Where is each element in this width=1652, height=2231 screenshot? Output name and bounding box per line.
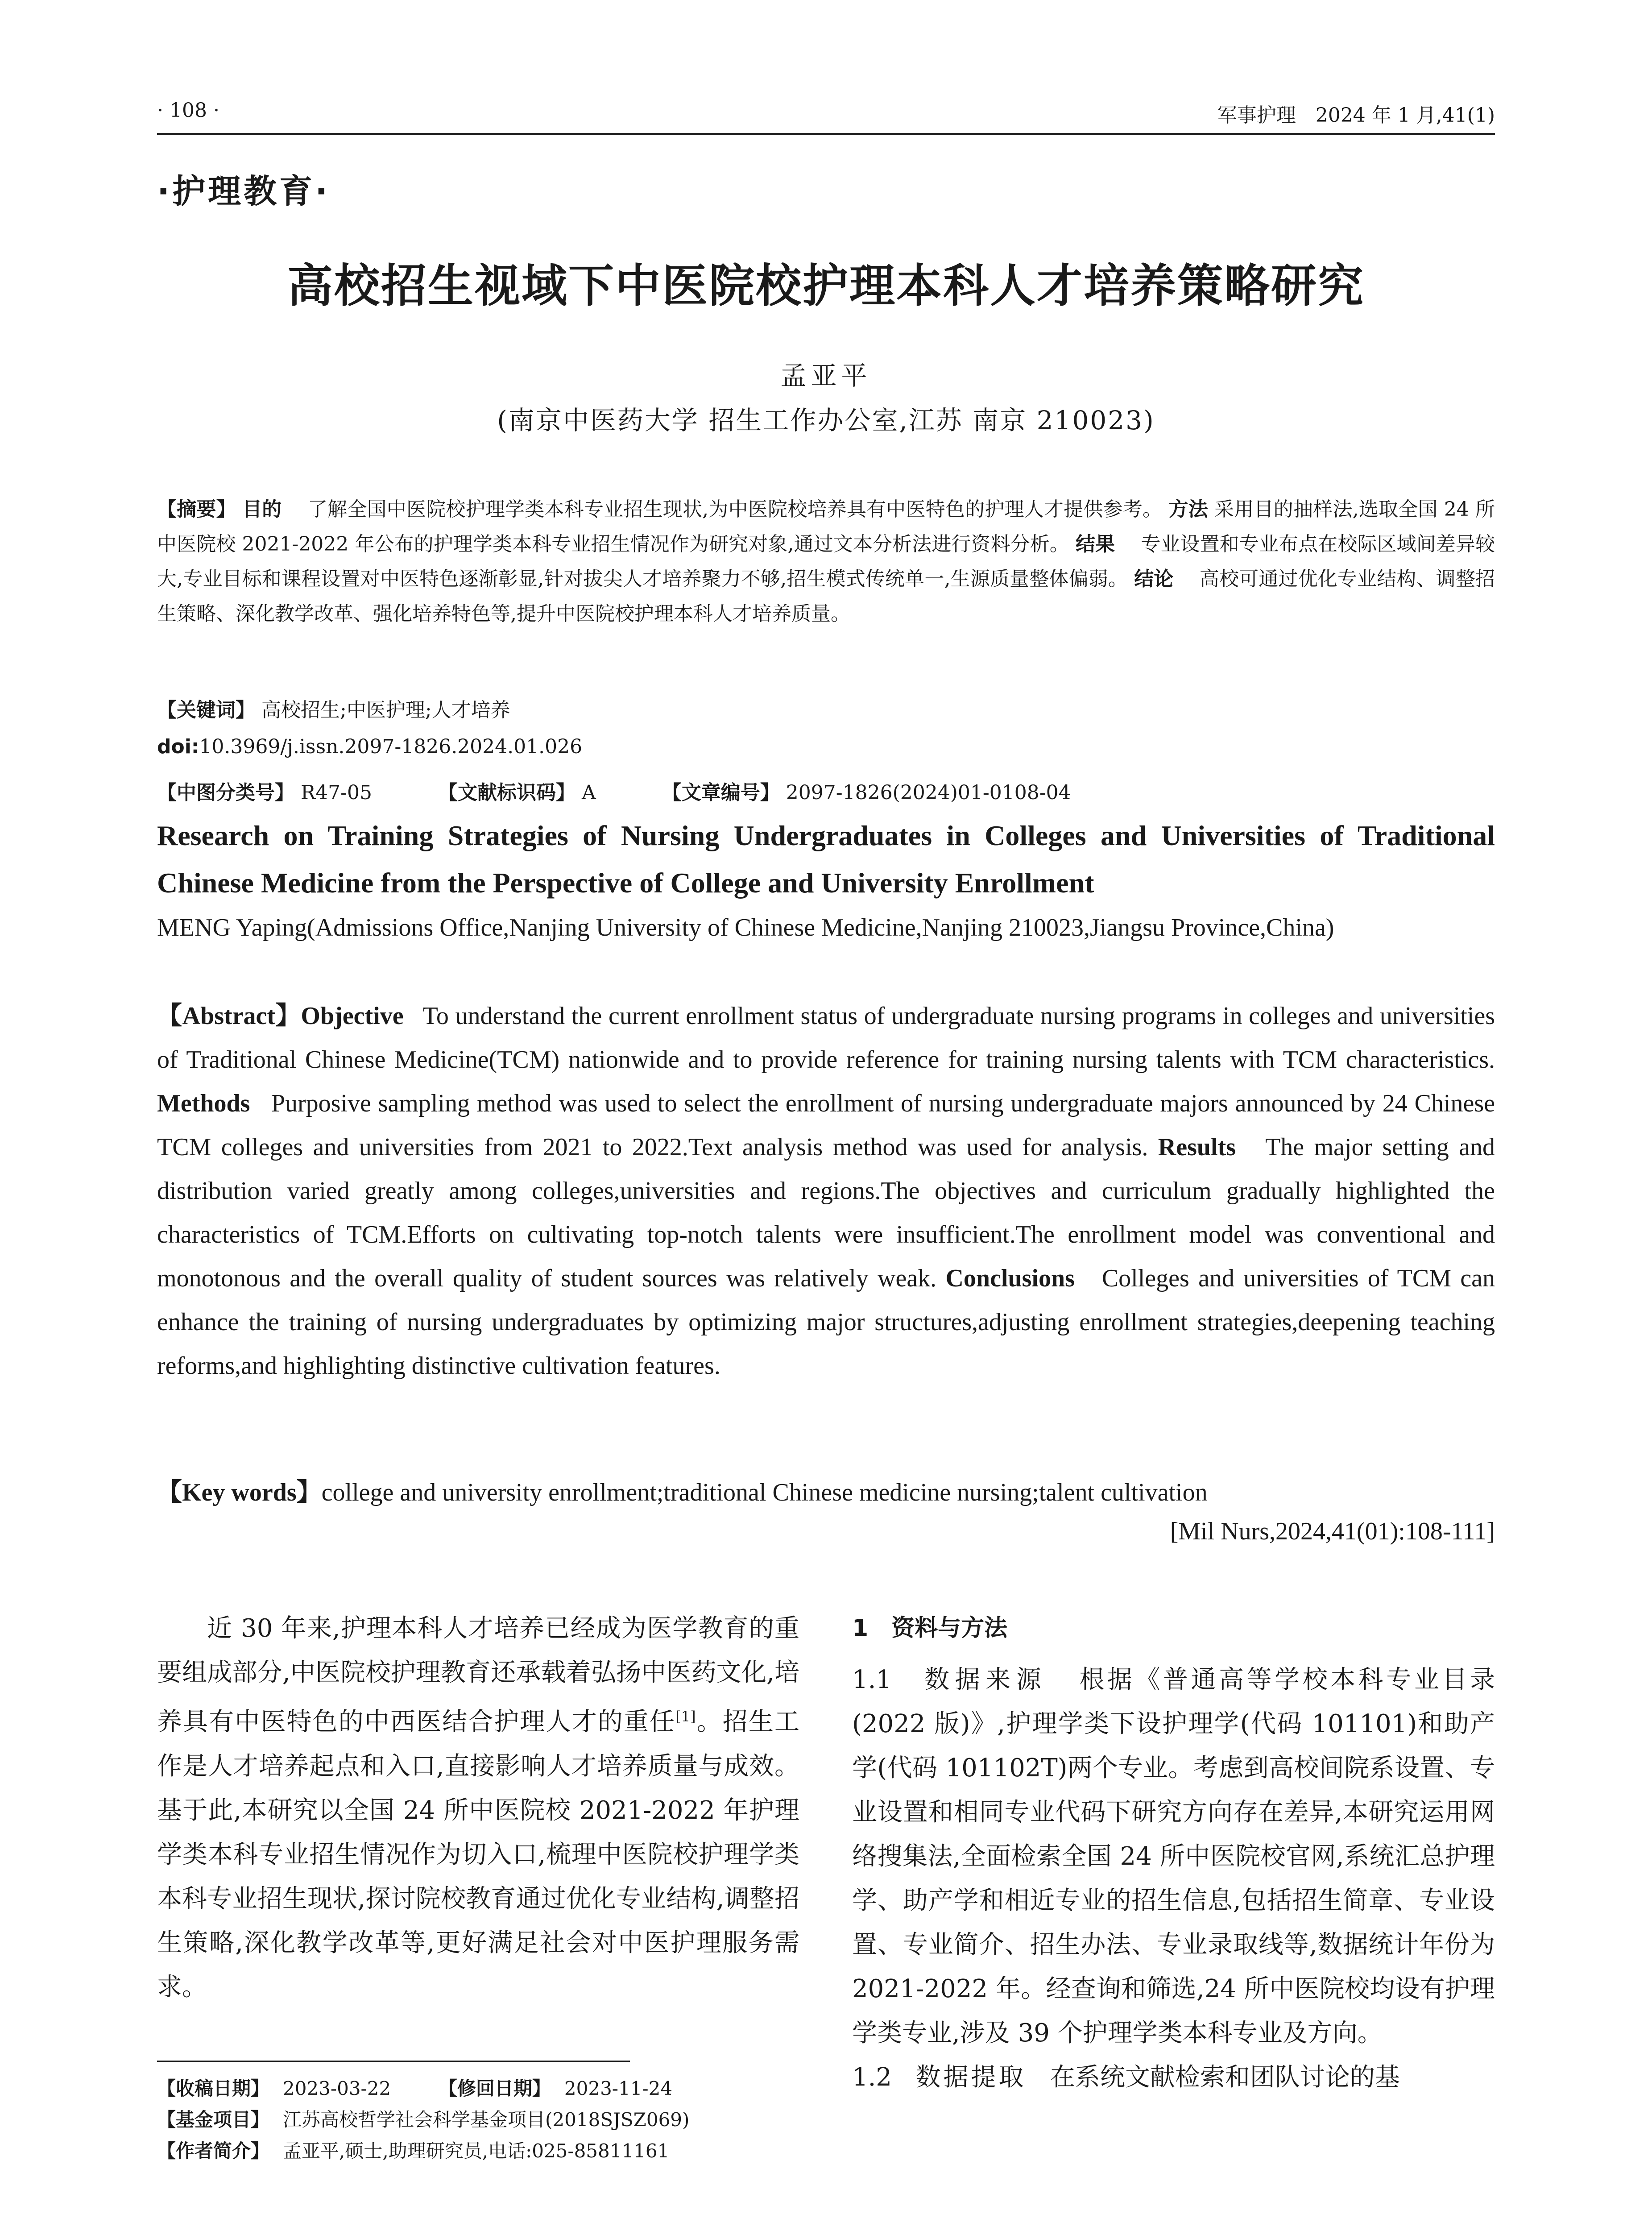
- abstract-cn-label: 【摘要】: [157, 498, 236, 521]
- objective-cn-text: 了解全国中医院校护理学类本科专业招生现状,为中医院校培养具有中医特色的护理人才提供参考。: [307, 498, 1163, 521]
- conclusion-en-text: Colleges and universities of TCM can enhance the training of nursing undergraduates by optimizing major structures,adjusting enrollment strategies,deepening teaching reforms,and highlighting distinctive cultivation features.: [157, 1265, 1495, 1380]
- methods-en-label: Methods: [157, 1090, 250, 1117]
- article-title-en: Research on Training Strategies of Nursing Undergraduates in Colleges and Universities of Traditional Chinese Medicine from the Perspective of College and University Enrollment: [157, 820, 1495, 899]
- received-label: 【收稿日期】: [157, 2078, 270, 2099]
- keywords-cn-label: 【关键词】: [157, 699, 255, 722]
- conclusion-cn-text: 高校可通过优化专业结构、调整招生策略、深化教学改革、强化培养特色等,提升中医院校护理本科人才培养质量。: [157, 568, 1495, 625]
- results-cn-text: 专业设置和专业布点在校际区域间差异较大,专业目标和课程设置对中医特色逐渐彰显,针对拔尖人才培养聚力不够,招生模式传统单一,生源质量整体偏弱。: [157, 533, 1495, 590]
- objective-cn-label: 目的: [242, 498, 282, 521]
- bio-label: 【作者简介】: [157, 2140, 270, 2162]
- revised-label: 【修回日期】: [438, 2078, 551, 2099]
- keywords-en-label: 【Key words】: [157, 1479, 322, 1506]
- keywords-cn-text: 高校招生;中医护理;人才培养: [261, 699, 510, 722]
- doi: [157, 735, 582, 758]
- intro-text-2: 。招生工作是人才培养起点和入口,直接影响人才培养质量与成效。基于此,本研究以全国 24 所中医院校 2021-2022 年护理学类本科专业招生情况作为切入口,梳理中医院校护理学类本科专业招生现状,探讨院校教育通过优化专业结构,调整招生策略,深化教学改革等,更好满足社会对中医护理服务需求。: [157, 1707, 800, 2002]
- bio-text: 孟亚平,硕士,助理研究员,电话:025-85811161: [283, 2140, 670, 2162]
- results-en-label: Results: [1158, 1133, 1236, 1161]
- doc-code-label: 【文献标识码】: [438, 781, 576, 804]
- doi-label: doi:: [157, 735, 199, 758]
- doi-text: 10.3969/j.issn.2097-1826.2024.01.026: [199, 735, 583, 758]
- results-en-text: The major setting and distribution varied greatly among colleges,universities and regions.The objectives and curriculum gradually highlighted the characteristics of TCM.Efforts on cultivating top-notch talents were insufficient.The enrollment model was conventional and monotonous and the overall quality of student sources was relatively weak.: [157, 1133, 1495, 1292]
- author-en: MENG Yaping(Admissions Office,Nanjing University of Chinese Medicine,Nanjing 210023,Jiangsu Province,China): [157, 914, 1334, 941]
- dates-footnote: [157, 2074, 672, 2101]
- section-1-2: [852, 2055, 1495, 2099]
- s12-number: 1.2: [852, 2063, 892, 2092]
- section-heading-1: 1 资料与方法: [852, 1615, 1008, 1642]
- body-left-column: [157, 1606, 799, 2009]
- keywords-cn: [157, 694, 510, 722]
- intro-paragraph: [157, 1606, 799, 2009]
- methods-cn-label: 方法: [1168, 498, 1208, 521]
- conclusion-en-label: Conclusions: [945, 1265, 1075, 1292]
- footnote-rule: [157, 2061, 630, 2062]
- header-rule: [157, 133, 1495, 135]
- abstract-cn: [157, 492, 1495, 631]
- s11-text: 根据《普通高等学校本科专业目录(2022 版)》,护理学类下设护理学(代码 101101)和助产学(代码 101102T)两个专业。考虑到高校间院系设置、专业设置和相同专业代码下研究方向存在差异,本研究运用网络搜集法,全面检索全国 24 所中医院校官网,系统汇总护理学、助产学和相近专业的招生信息,包括招生简章、专业设置、专业简介、招生办法、专业录取线等,数据统计年份为 2021-2022 年。经查询和筛选,24 所中医院校均设有护理学类专业,涉及 39 个护理学类本科专业及方向。: [852, 1665, 1495, 2048]
- classification-line: [157, 776, 1495, 805]
- keywords-en: [157, 1472, 1495, 1508]
- received-date: 2023-03-22: [283, 2078, 391, 2099]
- journal-header: 军事护理 2024 年 1 月,41(1): [1217, 104, 1495, 127]
- page-number: · 108 ·: [157, 99, 219, 122]
- author-cn: 孟亚平: [780, 361, 872, 391]
- article-number-value: 2097-1826(2024)01-0108-04: [786, 781, 1071, 804]
- s12-title: 数据提取: [915, 2063, 1027, 2092]
- s12-text: 在系统文献检索和团队讨论的基: [1050, 2063, 1400, 2092]
- revised-date: 2023-11-24: [564, 2078, 673, 2099]
- doc-code-value: A: [581, 781, 596, 804]
- section-tag: ·护理教育·: [157, 172, 331, 211]
- objective-en-text: To understand the current enrollment status of undergraduate nursing programs in colleges and universities of Traditional Chinese Medicine(TCM) nationwide and to provide reference for training nursing talents with TCM characteristics.: [157, 1002, 1495, 1074]
- reference-marker: [1]: [675, 1708, 696, 1725]
- citation: [Mil Nurs,2024,41(01):108-111]: [1170, 1518, 1495, 1545]
- fund-footnote: [157, 2105, 689, 2132]
- fund-label: 【基金项目】: [157, 2109, 270, 2131]
- author-bio-footnote: [157, 2136, 669, 2163]
- article-title-cn: 高校招生视域下中医院校护理本科人才培养策略研究: [287, 260, 1365, 313]
- clc-label: 【中图分类号】: [157, 781, 294, 804]
- results-cn-label: 结果: [1075, 533, 1115, 556]
- clc-value: R47-05: [301, 781, 372, 804]
- methods-cn-text: 采用目的抽样法,选取全国 24 所中医院校 2021-2022 年公布的护理学类本科专业招生情况作为研究对象,通过文本分析法进行资料分析。: [157, 498, 1495, 556]
- abstract-en: [157, 994, 1495, 1388]
- abstract-en-label: 【Abstract】: [157, 1002, 301, 1030]
- methods-en-text: Purposive sampling method was used to select the enrollment of nursing undergraduate majors announced by 24 Chinese TCM colleges and universities from 2021 to 2022.Text analysis method was used for analysis.: [157, 1090, 1495, 1161]
- article-number-label: 【文章编号】: [662, 781, 780, 804]
- s11-number: 1.1: [852, 1665, 892, 1694]
- body-right-column: [852, 1606, 1495, 2099]
- conclusion-cn-label: 结论: [1134, 568, 1174, 590]
- keywords-en-text: college and university enrollment;traditional Chinese medicine nursing;talent cultivation: [321, 1479, 1208, 1506]
- objective-en-label: Objective: [301, 1002, 404, 1030]
- intro-text-1: 近 30 年来,护理本科人才培养已经成为医学教育的重要组成部分,中医院校护理教育还承载着弘扬中医药文化,培养具有中医特色的中西医结合护理人才的重任: [157, 1614, 799, 1737]
- s11-title: 数据来源: [924, 1665, 1047, 1694]
- section-1-1: [852, 1658, 1495, 2055]
- fund-text: 江苏高校哲学社会科学基金项目(2018SJSZ069): [283, 2109, 690, 2131]
- affiliation-cn: (南京中医药大学 招生工作办公室,江苏 南京 210023): [497, 405, 1155, 435]
